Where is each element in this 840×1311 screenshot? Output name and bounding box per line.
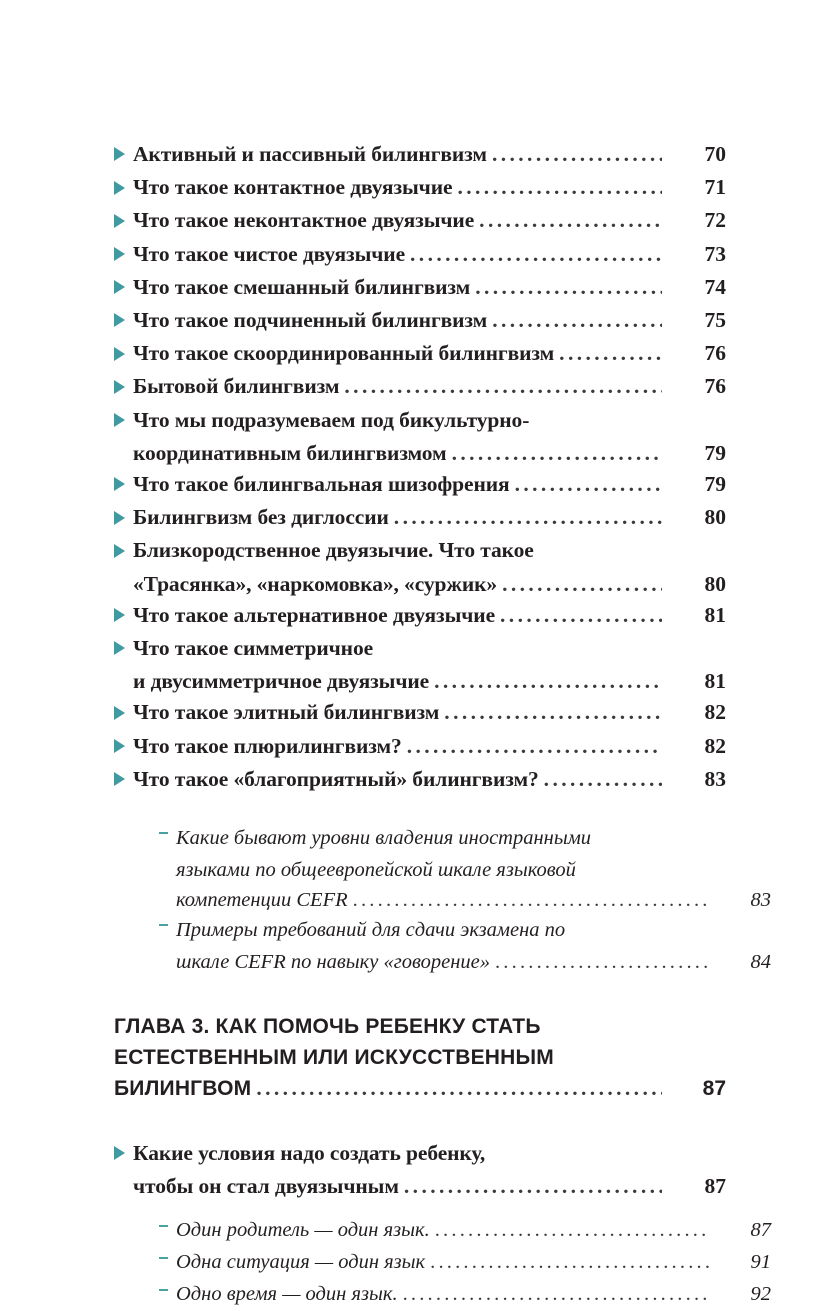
toc-line	[114, 1073, 726, 1104]
triangle-right-icon	[114, 204, 133, 235]
triangle-right-glyph	[114, 608, 125, 622]
toc-entry-title: Что мы подразумеваем под бикультурно-	[133, 407, 530, 432]
dot-leader	[502, 569, 662, 600]
page-number: 71	[704, 175, 726, 200]
triangle-right-glyph	[114, 181, 125, 195]
triangle-right-glyph	[114, 1146, 125, 1160]
triangle-right-glyph	[114, 313, 125, 327]
triangle-right-icon	[114, 632, 133, 663]
dot-leader	[444, 697, 662, 728]
dot-leader	[492, 139, 662, 170]
toc-entry[interactable]	[114, 697, 726, 730]
triangle-right-icon	[114, 730, 133, 761]
page-number: 73	[704, 241, 726, 266]
section-spacer	[114, 797, 726, 823]
page-number: 70	[704, 142, 726, 166]
triangle-right-glyph	[114, 380, 125, 394]
page-number: 92	[750, 1283, 771, 1306]
dot-leader	[353, 885, 709, 915]
page-number: 91	[750, 1251, 771, 1274]
toc-entry[interactable]	[114, 172, 726, 205]
dash-icon	[159, 914, 176, 944]
dot-leader	[457, 172, 662, 203]
dot-leader	[495, 947, 709, 977]
triangle-right-glyph	[114, 347, 125, 361]
dot-leader	[500, 600, 662, 631]
toc-line	[159, 1247, 771, 1279]
triangle-right-glyph	[114, 544, 125, 558]
triangle-right-icon	[114, 238, 133, 269]
page-number: 74	[704, 274, 726, 299]
triangle-right-glyph	[114, 413, 125, 427]
toc-line	[114, 535, 726, 568]
toc-line	[114, 172, 726, 205]
triangle-right-icon	[114, 763, 133, 794]
toc-line	[114, 666, 726, 697]
dot-leader	[559, 338, 662, 369]
toc-entry-title: Что такое скоординированный билингвизм	[133, 341, 555, 366]
toc-entry[interactable]	[114, 1138, 726, 1202]
dot-leader	[410, 239, 662, 270]
chapter-heading[interactable]	[114, 1011, 726, 1104]
toc-line	[159, 885, 771, 915]
toc-line	[114, 272, 726, 305]
toc-entry[interactable]	[114, 535, 726, 599]
toc-entry-title: ГЛАВА 3. КАК ПОМОЧЬ РЕБЕНКУ СТАТЬ	[114, 1015, 541, 1039]
page-number: 79	[704, 440, 726, 465]
section-spacer	[114, 977, 726, 1011]
toc-line	[159, 1279, 771, 1311]
toc-entry[interactable]	[114, 272, 726, 305]
toc-line	[114, 569, 726, 600]
toc-entry-title: координативным билингвизмом	[133, 440, 447, 465]
toc-line	[159, 823, 771, 855]
toc-line	[114, 139, 726, 172]
triangle-right-icon	[114, 171, 133, 202]
toc-entry-title: Что такое плюрилингвизм?	[133, 733, 402, 758]
toc-entry[interactable]	[114, 205, 726, 238]
toc-entry-title: Активный и пассивный билингвизм	[133, 142, 487, 166]
triangle-right-icon	[114, 696, 133, 727]
triangle-right-icon	[114, 404, 133, 435]
page-number: 81	[704, 669, 726, 694]
toc-entry[interactable]	[114, 469, 726, 502]
triangle-right-glyph	[114, 511, 125, 525]
page-number: 76	[704, 374, 726, 399]
page-number: 87	[704, 1174, 726, 1199]
page-number: 87	[750, 1219, 771, 1242]
chapter-heading-block	[114, 1011, 726, 1104]
dot-leader	[544, 764, 662, 795]
toc-entry[interactable]	[114, 239, 726, 272]
page-number: 79	[704, 472, 726, 497]
dot-leader	[256, 1073, 662, 1104]
triangle-right-icon	[114, 534, 133, 565]
toc-entry-title: языками по общеевропейской шкале языковой	[176, 859, 576, 882]
toc-entry-title: «Трасянка», «наркомовка», «суржик»	[133, 571, 498, 596]
toc-entry-title: Что такое смешанный билингвизм	[133, 274, 471, 299]
toc-line	[159, 915, 771, 947]
triangle-right-icon	[114, 271, 133, 302]
section-spacer	[114, 1202, 726, 1215]
toc-entry[interactable]	[159, 1279, 771, 1311]
toc-entry-title: Что такое контактное двуязычие	[133, 175, 453, 200]
toc-entry-title: компетенции CEFR	[176, 889, 348, 912]
toc-group-level-2	[159, 1215, 771, 1311]
triangle-right-glyph	[114, 772, 125, 786]
toc-line	[114, 764, 726, 797]
toc-line	[114, 371, 726, 404]
triangle-right-icon	[114, 370, 133, 401]
toc-entry-title: Что такое билингвальная шизофрения	[133, 472, 510, 497]
toc-entry-title: Какие условия надо создать ребенку,	[133, 1141, 486, 1166]
dot-leader	[407, 731, 662, 762]
page-number: 82	[704, 733, 726, 758]
toc-entry-title: Что такое неконтактное двуязычие	[133, 208, 475, 233]
toc-line	[114, 633, 726, 666]
dot-leader	[452, 438, 662, 469]
toc-entry[interactable]	[114, 633, 726, 697]
triangle-right-glyph	[114, 706, 125, 720]
page-number: 83	[750, 889, 771, 912]
page-number: 80	[704, 505, 726, 530]
toc-entry[interactable]	[159, 1215, 771, 1247]
page-number: 76	[704, 341, 726, 366]
toc-line	[114, 1138, 726, 1171]
dash-glyph	[159, 1289, 168, 1291]
toc-entry-title: Что такое подчиненный билингвизм	[133, 308, 488, 333]
triangle-right-glyph	[114, 641, 125, 655]
table-of-contents	[114, 139, 771, 1311]
dash-icon	[159, 822, 176, 852]
toc-entry[interactable]	[114, 405, 726, 469]
dot-leader	[435, 1215, 709, 1245]
page-number: 75	[704, 308, 726, 333]
toc-line	[159, 855, 771, 885]
toc-entry-title: БИЛИНГВОМ	[114, 1077, 252, 1101]
toc-entry-title: Какие бывают уровни владения иностранными	[176, 827, 592, 850]
triangle-right-glyph	[114, 147, 125, 161]
dot-leader	[344, 371, 662, 402]
triangle-right-icon	[114, 599, 133, 630]
toc-entry[interactable]	[114, 764, 726, 797]
triangle-right-icon	[114, 304, 133, 335]
toc-line	[114, 405, 726, 438]
toc-line	[114, 1042, 726, 1073]
page-number: 80	[704, 571, 726, 596]
toc-entry[interactable]	[159, 1247, 771, 1279]
toc-entry[interactable]	[114, 139, 726, 172]
toc-line	[114, 600, 726, 633]
page-number: 81	[704, 602, 726, 627]
page-number: 84	[750, 951, 771, 974]
triangle-right-icon	[114, 138, 133, 169]
toc-entry-title: Одна ситуация — один язык	[176, 1251, 426, 1274]
toc-line	[114, 697, 726, 730]
toc-line	[114, 1171, 726, 1202]
dash-glyph	[159, 1257, 168, 1259]
triangle-right-icon	[114, 1137, 133, 1168]
dot-leader	[394, 502, 662, 533]
toc-entry-title: Что такое чистое двуязычие	[133, 241, 406, 266]
toc-entry[interactable]	[114, 338, 726, 371]
dot-leader	[403, 1279, 709, 1309]
toc-entry-title: ЕСТЕСТВЕННЫМ ИЛИ ИСКУССТВЕННЫМ	[114, 1046, 554, 1070]
dash-glyph	[159, 1225, 168, 1227]
toc-entry[interactable]	[114, 731, 726, 764]
toc-line	[159, 1215, 771, 1247]
page-number: 83	[704, 766, 726, 791]
toc-entry[interactable]	[159, 915, 771, 977]
triangle-right-glyph	[114, 280, 125, 294]
section-spacer	[114, 1104, 726, 1138]
toc-line	[114, 239, 726, 272]
triangle-right-icon	[114, 337, 133, 368]
triangle-right-glyph	[114, 739, 125, 753]
toc-entry-title: Одно время — один язык.	[176, 1283, 398, 1306]
dash-glyph	[159, 924, 168, 926]
toc-entry[interactable]	[159, 823, 771, 915]
toc-group-level-2	[159, 823, 771, 977]
toc-entry-title: и двусимметричное двуязычие	[133, 669, 430, 694]
toc-line	[159, 947, 771, 977]
toc-entry-title: Что такое симметричное	[133, 636, 374, 661]
toc-entry-title: Что такое элитный билингвизм	[133, 700, 440, 725]
toc-line	[114, 205, 726, 238]
triangle-right-icon	[114, 501, 133, 532]
toc-group-level-1	[114, 1138, 726, 1202]
dash-glyph	[159, 832, 168, 834]
toc-line	[114, 305, 726, 338]
page-number: 87	[702, 1077, 726, 1101]
triangle-right-glyph	[114, 247, 125, 261]
page-number: 72	[704, 208, 726, 233]
toc-entry[interactable]	[114, 600, 726, 633]
toc-entry-title: Один родитель — один язык.	[176, 1219, 430, 1242]
dot-leader	[479, 205, 662, 236]
dash-icon	[159, 1214, 176, 1244]
toc-entry-title: Что такое альтернативное двуязычие	[133, 602, 496, 627]
toc-entry[interactable]	[114, 305, 726, 338]
dot-leader	[515, 469, 662, 500]
triangle-right-glyph	[114, 214, 125, 228]
toc-line	[114, 1011, 726, 1042]
dot-leader	[430, 1247, 709, 1277]
dot-leader	[434, 666, 662, 697]
toc-line	[114, 338, 726, 371]
toc-line	[114, 502, 726, 535]
toc-line	[114, 469, 726, 502]
page-number: 82	[704, 700, 726, 725]
triangle-right-glyph	[114, 477, 125, 491]
dot-leader	[404, 1171, 662, 1202]
dot-leader	[475, 272, 662, 303]
toc-entry[interactable]	[114, 502, 726, 535]
toc-entry[interactable]	[114, 371, 726, 404]
dash-icon	[159, 1246, 176, 1276]
toc-line	[114, 438, 726, 469]
toc-entry-title: Билингвизм без диглоссии	[133, 505, 389, 530]
toc-entry-title: Что такое «благоприятный» билингвизм?	[133, 766, 539, 791]
toc-entry-title: Бытовой билингвизм	[133, 374, 340, 399]
toc-entry-title: Примеры требований для сдачи экзамена по	[176, 919, 566, 942]
triangle-right-icon	[114, 468, 133, 499]
toc-line	[114, 731, 726, 764]
dash-icon	[159, 1278, 176, 1308]
toc-group-level-1	[114, 139, 726, 797]
dot-leader	[492, 305, 662, 336]
toc-entry-title: чтобы он стал двуязычным	[133, 1174, 399, 1199]
toc-entry-title: шкале CEFR по навыку «говорение»	[176, 951, 490, 974]
toc-entry-title: Близкородственное двуязычие. Что такое	[133, 538, 534, 563]
